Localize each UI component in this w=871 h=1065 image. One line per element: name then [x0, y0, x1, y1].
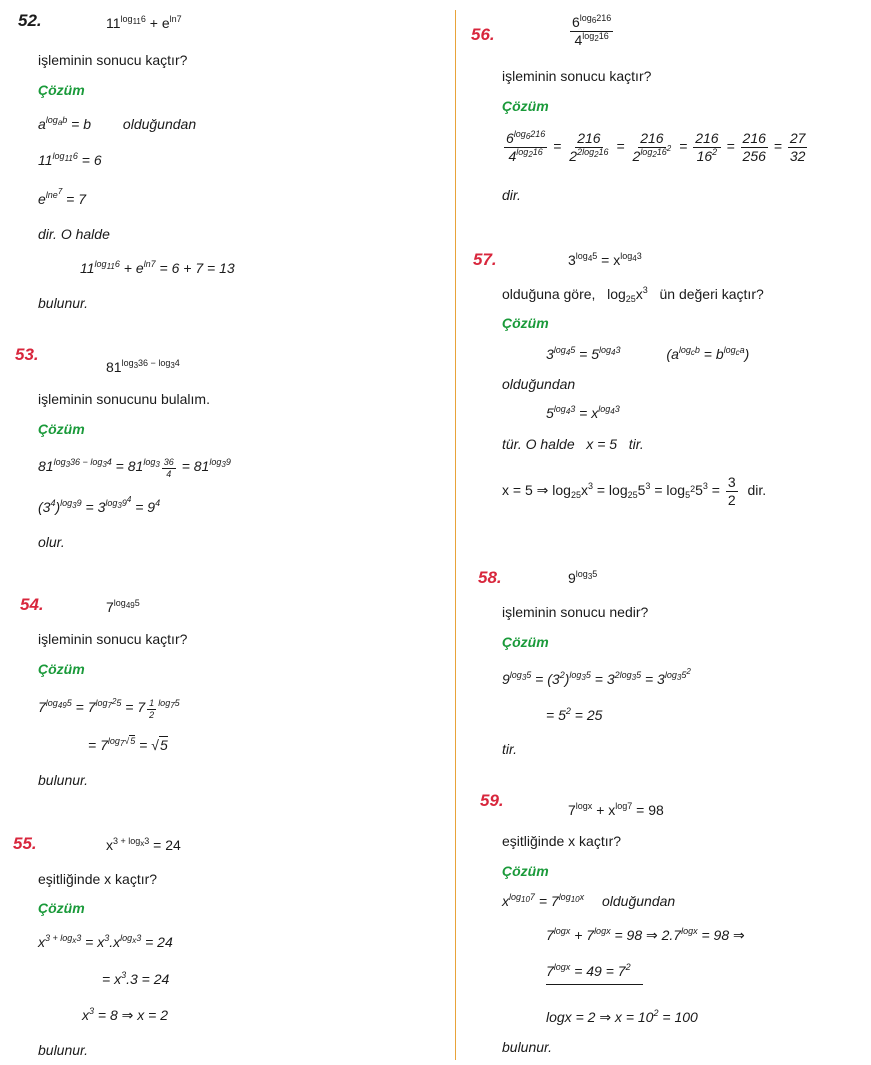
problem-57-since: olduğundan — [502, 376, 576, 392]
problem-56-number: 56. — [471, 25, 495, 44]
problem-56-prompt: işleminin sonucu kaçtır? — [502, 68, 652, 84]
problem-57-prompt-end: ün değeri kaçtır? — [659, 286, 764, 302]
problem-57-dir: dir. — [747, 481, 767, 498]
problem-57-prompt-start: olduğuna göre, — [502, 286, 596, 302]
problem-54-number: 54. — [20, 595, 44, 614]
problem-57-step-1: $3^{log_45} = 5^{log_43}$ $(a^{log_cb} = b^{log_ca})$ — [546, 345, 750, 362]
problem-52-found: bulunur. — [38, 295, 89, 311]
problem-59-number: 59. — [480, 791, 504, 810]
problem-58-step-2: = $5^2 = 25$ — [546, 706, 603, 723]
problem-59-expression: $7^{logx} + x^{log7} = 98$ — [568, 801, 664, 818]
problem-55-prompt: eşitliğinde x kaçtır? — [38, 871, 158, 887]
problem-53-solution-label: Çözüm — [38, 421, 85, 437]
problem-54-solution-label: Çözüm — [38, 661, 85, 677]
problem-55-step-2: = $x^3.3 = 24$ — [102, 970, 170, 987]
problem-58-end: tir. — [502, 741, 518, 757]
problem-58-step-1: $9^{log_35} = (3^2)^{log_35} = 3^{2log_35} = 3^{log_35^2}$ — [502, 667, 691, 687]
problem-59-end: bulunur. — [502, 1039, 553, 1055]
problem-52-since: olduğundan — [122, 116, 197, 132]
problem-53-number: 53. — [15, 345, 39, 364]
problem-59-step-2: $7^{logx} + 7^{logx} = 98$ ⇒ $2.7^{logx} = 98$ ⇒ — [546, 926, 745, 943]
problem-55-number: 55. — [13, 834, 37, 853]
problem-57-hence: tür. O halde — [502, 436, 575, 452]
problem-59-step-4: logx = 2 ⇒ $x = 10^2 = 100$ — [546, 1008, 698, 1025]
problem-55-solution-label: Çözüm — [38, 900, 85, 916]
problem-59-since: olduğundan — [602, 893, 676, 909]
problem-53-prompt: işleminin sonucunu bulalım. — [38, 391, 210, 407]
problem-54-expression: $7^{log_{49}5}$ — [106, 598, 140, 615]
column-divider — [455, 10, 456, 1060]
problem-55-step-1: $x^{3 + log_x3} = x^3.x^{log_x3} = 24$ — [38, 933, 173, 950]
problem-54-step-2: = $7^{log_7√5} = √5$ — [88, 736, 168, 753]
problem-52-step-1: $a^{log_ab} = b$ olduğundan — [38, 115, 197, 132]
problem-58-number: 58. — [478, 568, 502, 587]
problem-52-number: 52. — [18, 11, 42, 30]
problem-59-step-3: $7^{logx} = 49 = 7^2$ — [546, 964, 643, 985]
problem-52-step-2: $11^{log_{11}6} = 6$ — [38, 151, 102, 168]
problem-54-step-1: $7^{log_{49}5} = 7^{log_{7^2}5} = 7$ $^{\frac{1}{2} log_75}$ — [38, 697, 180, 721]
problem-58-expression: $9^{log_35}$ — [568, 569, 598, 586]
problem-59-step-1: $x^{log_{10}7} = 7^{log_{10}x}$ olduğundan — [502, 892, 676, 909]
problem-58-prompt: işleminin sonucu nedir? — [502, 604, 649, 620]
problem-58-solution-label: Çözüm — [502, 634, 549, 650]
problem-57-solution-label: Çözüm — [502, 315, 549, 331]
problem-57-expression: $3^{log_45} = x^{log_43}$ — [568, 251, 642, 268]
problem-57-step-2: $5^{log_43} = x^{log_43}$ — [546, 404, 620, 421]
problem-56-solution-label: Çözüm — [502, 98, 549, 114]
problem-54-end: bulunur. — [38, 772, 89, 788]
problem-56-expression: $\frac{6^{log_6216}}{4^{log_216}}$ — [572, 13, 612, 48]
problem-52-prompt: işleminin sonucu kaçtır? — [38, 52, 188, 68]
problem-57-prompt: olduğuna göre, $\log_{25}x^3$ ün değeri kaçtır? — [502, 285, 764, 304]
problem-53-step-2: $(3^4)^{log_39} = 3^{log_39^4} = 9^4$ — [38, 495, 161, 515]
problem-56-end: dir. — [502, 187, 521, 203]
problem-55-step-3: $x^3 = 8$ ⇒ x = 2 — [82, 1006, 169, 1023]
problem-53-expression: $81^{log_336 - log_34}$ — [106, 358, 180, 375]
problem-56-step-1: $\frac{6^{log_6216}}{4^{log_216}}$ = $\frac{216}{2^{2log_216}}$ = $\frac{216}{2^{log_216^2}}$ = $\frac{216}{16^2}$ = $\frac{216}{256}$ = $\frac{27}{32}$ — [506, 129, 806, 164]
problem-59-solution-label: Çözüm — [502, 863, 549, 879]
problem-55-end: bulunur. — [38, 1042, 89, 1058]
problem-57-tir: tir. — [628, 436, 644, 452]
problem-52-step-4: $11^{log_{11}6} + e^{ln7} = 6 + 7 = 13$ — [80, 259, 235, 276]
problem-52-solution-label: Çözüm — [38, 82, 85, 98]
problem-57-step-3: tür. O halde x = 5 tir. — [502, 436, 644, 452]
problem-59-prompt: eşitliğinde x kaçtır? — [502, 833, 622, 849]
problem-52-expression: $11^{log_{11}6} + e^{ln7}$ — [106, 14, 182, 31]
problem-53-step-1: $81^{log_336 - log_34} = 81^{log_3 \frac{36}{4}}$ = $81^{log_39}$ — [38, 457, 231, 480]
problem-57-step-4: x = 5 ⇒ $\log_{25}x^3 = \log_{25}5^3 = \log_{5^2}5^3$ = $\frac{3}{2}$ dir. — [502, 474, 767, 508]
problem-57-number: 57. — [473, 250, 497, 269]
problem-54-prompt: işleminin sonucu kaçtır? — [38, 631, 188, 647]
problem-52-hence: dir. O halde — [38, 226, 110, 242]
problem-52-step-3: $e^{lne^7} = 7$ — [38, 187, 87, 207]
problem-53-end: olur. — [38, 534, 65, 550]
problem-55-expression: $x^{3 + log_x3} = 24$ — [106, 836, 181, 853]
